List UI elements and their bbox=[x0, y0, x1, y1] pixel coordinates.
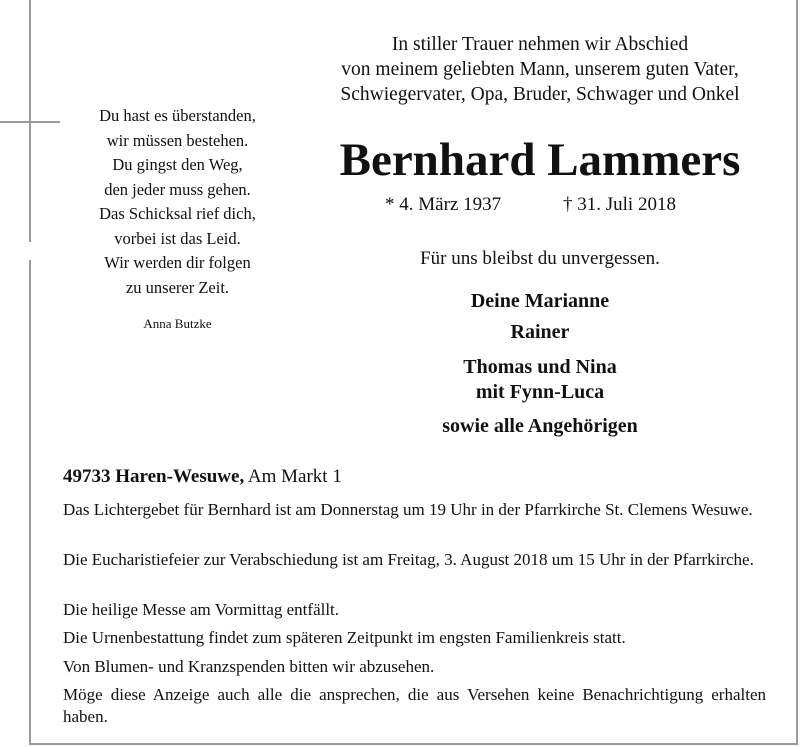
notice-paragraph: Die heilige Messe am Vormittag entfällt. bbox=[63, 600, 340, 619]
poem-line: Wir werden dir folgen bbox=[104, 253, 251, 272]
poem-line: Das Schicksal rief dich, bbox=[99, 204, 256, 223]
poem-line: Du gingst den Weg, bbox=[112, 155, 243, 174]
death-date: † 31. Juli 2018 bbox=[563, 194, 676, 215]
notice-paragraph: Das Lichtergebet für Bernhard ist am Donnerstag um 19 Uhr in der Pfarrkirche St. Clemens Wesuwe. bbox=[63, 500, 753, 519]
intro-line: von meinem geliebten Mann, unserem guten Vater, bbox=[341, 59, 739, 80]
notice-paragraph: Von Blumen- und Kranzspenden bitten wir abzusehen. bbox=[63, 657, 435, 676]
poem-line: zu unserer Zeit. bbox=[125, 277, 230, 297]
poem bbox=[45, 104, 310, 300]
notice-paragraph: Die Urnenbestattung findet zum späteren Zeitpunkt im engsten Familienkreis statt. bbox=[63, 628, 626, 647]
poem-line: den jeder muss gehen. bbox=[104, 179, 251, 199]
deceased-name: Bernhard Lammers bbox=[339, 134, 741, 186]
birth-date: * 4. März 1937 bbox=[385, 194, 502, 215]
mourner: Thomas und Nina bbox=[463, 356, 617, 378]
frame-gap bbox=[27, 242, 33, 260]
poem-line: Du hast es überstanden, bbox=[99, 106, 256, 125]
cross-vertical-bar bbox=[29, 84, 31, 242]
notice-paragraph: Möge diese Anzeige auch alle die ansprechen, die aus Versehen keine Benachrichtigung erhalten haben. bbox=[63, 685, 766, 726]
mourner: Rainer bbox=[510, 321, 570, 343]
remembrance-quote: Für uns bleibst du unvergessen. bbox=[420, 248, 660, 269]
intro-line: Schwiegervater, Opa, Bruder, Schwager und Onkel bbox=[340, 84, 740, 105]
intro-text bbox=[300, 32, 780, 107]
notice-paragraph: Die Eucharistiefeier zur Verabschiedung ist am Freitag, 3. August 2018 um 15 Uhr in der Pfarrkirche. bbox=[63, 550, 754, 569]
address-city: 49733 Haren-Wesuwe, bbox=[63, 466, 245, 487]
poem-line: vorbei ist das Leid. bbox=[114, 228, 241, 248]
address-street: Am Markt 1 bbox=[247, 466, 342, 487]
intro-line: In stiller Trauer nehmen wir Abschied bbox=[391, 34, 689, 55]
mourner: Deine Marianne bbox=[470, 290, 610, 312]
mourner: mit Fynn-Luca bbox=[475, 381, 605, 403]
poem-line: wir müssen bestehen. bbox=[106, 130, 249, 150]
mourner: sowie alle Angehörigen bbox=[442, 415, 638, 437]
address bbox=[63, 466, 342, 488]
poem-author: Anna Butzke bbox=[143, 316, 212, 331]
